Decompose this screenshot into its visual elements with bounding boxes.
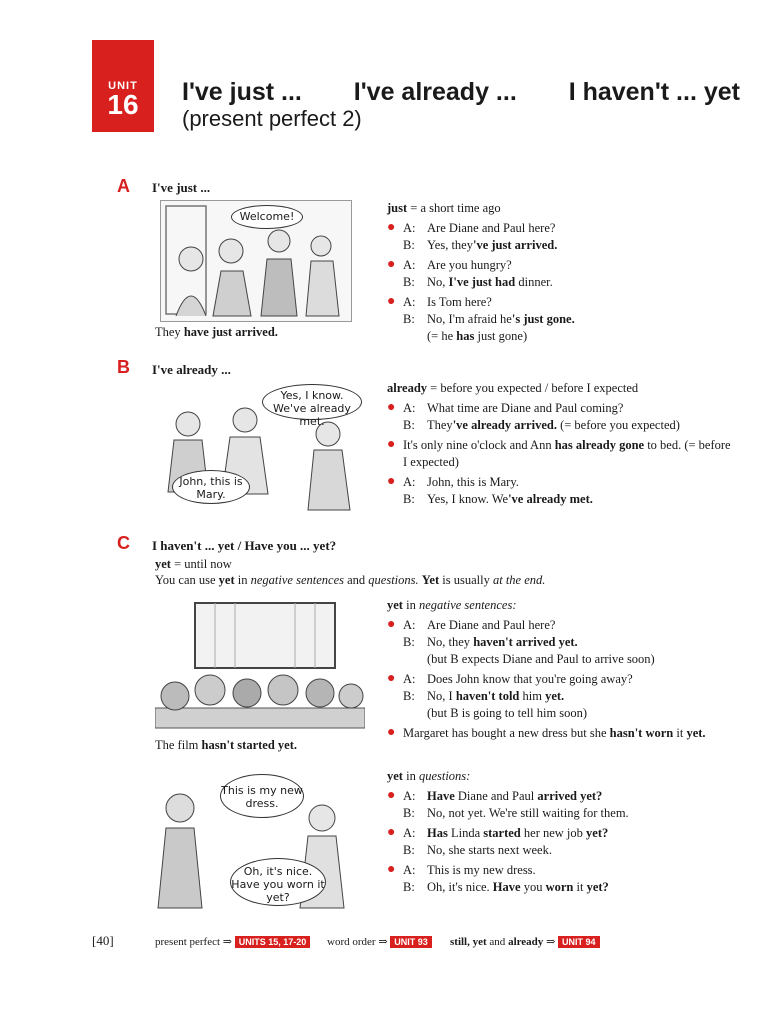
neg-head-word: yet	[387, 598, 403, 612]
example-b3	[387, 474, 732, 508]
line-a: Are you hungry?	[427, 258, 512, 272]
def-already-word: already	[387, 381, 428, 395]
bullet-icon: ●	[387, 788, 396, 803]
q-heading	[387, 768, 732, 785]
line-a: Are Diane and Paul here?	[427, 618, 556, 632]
line-b-pre: No, they	[427, 635, 471, 649]
line-b-bold: haven't arrived yet.	[473, 635, 578, 649]
speaker-b: B:	[403, 492, 415, 506]
line-c-post: just gone)	[477, 329, 528, 343]
ref-unit-tag[interactable]: UNITS 15, 17-20	[235, 936, 311, 948]
line-b: No, she starts next week.	[427, 843, 552, 857]
speaker-a: A:	[403, 401, 416, 415]
line-c: (but B is going to tell him soon)	[427, 706, 588, 720]
speaker-a: A:	[403, 789, 416, 803]
section-a-examples	[387, 200, 727, 348]
section-c-letter: C	[117, 533, 130, 553]
speaker-b: B:	[403, 238, 415, 252]
bullet-icon: ●	[387, 862, 396, 877]
example-c-q3	[387, 862, 732, 896]
example-a3	[387, 294, 727, 345]
caption-a-bold: have just arrived.	[183, 325, 278, 339]
line-a: What time are Diane and Paul coming?	[427, 401, 624, 415]
page-subtitle: (present perfect 2)	[182, 106, 362, 131]
speaker-a: A:	[403, 672, 416, 686]
speaker-b: B:	[403, 880, 415, 894]
line-a: Is Tom here?	[427, 295, 492, 309]
line-a-bold2: arrived yet?	[537, 789, 603, 803]
bubble-worn-yet: Oh, it's nice. Have you worn it yet?	[230, 858, 326, 906]
caption-c-bold: hasn't started yet.	[201, 738, 297, 752]
line-b-bold: haven't told	[455, 689, 520, 703]
section-b-letter: B	[117, 357, 130, 377]
title-just: I've just ...	[182, 78, 302, 106]
ref-text: word order ⇒	[327, 936, 388, 948]
section-c-heading: I haven't ... yet / Have you ... yet?	[152, 538, 337, 553]
bullet-icon: ●	[387, 257, 396, 272]
line-b-mid2: it	[576, 880, 584, 894]
line-pre: It's only nine o'clock and Ann	[403, 438, 552, 452]
line-b-bold: I've just had	[448, 275, 516, 289]
q-head-rest: in	[406, 769, 416, 783]
bubble-introduction: John, this is Mary.	[172, 470, 250, 504]
def-yet-word: yet	[155, 557, 171, 571]
example-a2	[387, 257, 727, 291]
line-a: Are Diane and Paul here?	[427, 221, 556, 235]
unit-number: 16	[107, 89, 139, 120]
speaker-a: A:	[403, 475, 416, 489]
note-part: yet	[218, 573, 235, 587]
bullet-icon: ●	[387, 671, 396, 686]
bubble-welcome: Welcome!	[231, 205, 303, 229]
speaker-a: A:	[403, 295, 416, 309]
caption-a-pre: They	[155, 325, 181, 339]
caption-c	[155, 737, 297, 754]
line-b-pre: Oh, it's nice.	[427, 880, 490, 894]
line-a: Does John know that you're going away?	[427, 672, 633, 686]
def-just-rest: = a short time ago	[410, 201, 501, 215]
title-already: I've already ...	[353, 78, 517, 106]
section-b-heading: I've already ...	[152, 362, 231, 377]
speaker-a: A:	[403, 826, 416, 840]
line-bold: hasn't worn	[609, 726, 674, 740]
line-mid: it	[676, 726, 684, 740]
example-c-neg3	[387, 725, 732, 742]
speaker-b: B:	[403, 275, 415, 289]
cross-reference-word-order[interactable]	[327, 935, 432, 948]
yet-question-examples	[387, 768, 732, 899]
line-b-bold: Have	[492, 880, 521, 894]
line-c: (but B expects Diane and Paul to arrive soon)	[427, 652, 655, 666]
q-head-italic: questions:	[418, 769, 471, 783]
def-yet-rest: = until now	[174, 557, 232, 571]
neg-head-rest: in	[406, 598, 416, 612]
line-b-bold3: yet?	[586, 880, 609, 894]
line-b-mid: him	[522, 689, 542, 703]
line-b-pre: Yes, I know. We	[427, 492, 509, 506]
example-a1	[387, 220, 727, 254]
line-b-bold2: yet.	[545, 689, 565, 703]
line-pre: Margaret has bought a new dress but she	[403, 726, 607, 740]
yet-definition	[155, 556, 232, 573]
example-c-q1	[387, 788, 732, 822]
line-a: This is my new dress.	[427, 863, 536, 877]
ref-text: present perfect ⇒	[155, 936, 233, 948]
note-part: and	[347, 573, 366, 587]
line-b-bold2: worn	[545, 880, 574, 894]
note-part: in	[237, 573, 248, 587]
line-a-mid2: her new job	[523, 826, 583, 840]
line-b-pre: No, I	[427, 689, 453, 703]
line-post: to bed. (= before I expected)	[403, 438, 731, 469]
speaker-a: A:	[403, 221, 416, 235]
bullet-icon: ●	[387, 400, 396, 415]
note-part: You can use	[155, 573, 216, 587]
bullet-icon: ●	[387, 474, 396, 489]
note-part: is usually	[442, 573, 490, 587]
speaker-b: B:	[403, 806, 415, 820]
cross-reference-still-yet-already[interactable]	[450, 935, 600, 948]
line-c-bold: has	[456, 329, 475, 343]
note-part: negative sentences	[250, 573, 344, 587]
line-a-bold: Have	[427, 789, 455, 803]
speaker-a: A:	[403, 863, 416, 877]
illustration-introduction	[160, 382, 370, 512]
yet-usage-note	[155, 572, 545, 589]
arrow-icon: ⇒	[546, 936, 556, 948]
example-c-q2	[387, 825, 732, 859]
title-yet: I haven't ... yet	[568, 78, 740, 106]
bullet-icon: ●	[387, 825, 396, 840]
neg-heading	[387, 597, 732, 614]
yet-negative-examples	[387, 597, 732, 745]
example-c-neg2	[387, 671, 732, 722]
bullet-icon: ●	[387, 437, 396, 452]
just-definition	[387, 200, 727, 217]
line-a-bold: Has	[427, 826, 448, 840]
speaker-a: A:	[403, 258, 416, 272]
unit-badge	[92, 40, 154, 132]
line-b-pre: No, I'm afraid he	[427, 312, 512, 326]
speaker-a: A:	[403, 618, 416, 632]
section-a-heading: I've just ...	[152, 180, 211, 195]
line-b-bold: 've already arrived.	[452, 418, 557, 432]
unit-label: UNIT	[108, 80, 138, 92]
line-a-mid: Linda	[450, 826, 481, 840]
ref-text: already	[508, 936, 544, 948]
ref-text: still, yet	[450, 936, 487, 948]
cinema-drawing	[155, 598, 365, 733]
line-b-bold: 's just gone.	[511, 312, 575, 326]
line-b-bold: 've just arrived.	[472, 238, 558, 252]
speaker-b: B:	[403, 635, 415, 649]
bullet-icon: ●	[387, 725, 396, 740]
note-part: at the end.	[492, 573, 546, 587]
line-b-pre: They	[427, 418, 453, 432]
def-already-rest: = before you expected / before I expected	[430, 381, 639, 395]
example-c-neg1	[387, 617, 732, 668]
speaker-b: B:	[403, 312, 415, 326]
line-a-bold2: started	[483, 826, 521, 840]
section-b-examples	[387, 380, 732, 511]
ref-unit-tag[interactable]: UNIT 94	[558, 936, 600, 948]
line-b-bold: 've already met.	[508, 492, 593, 506]
ref-text: and	[489, 936, 506, 948]
line-a-bold3: yet?	[586, 826, 609, 840]
bullet-icon: ●	[387, 220, 396, 235]
line-b: No, not yet. We're still waiting for them.	[427, 806, 629, 820]
line-b-pre: No,	[427, 275, 446, 289]
line-bold2: yet.	[686, 726, 706, 740]
ref-unit-tag[interactable]: UNIT 93	[390, 936, 432, 948]
already-definition	[387, 380, 732, 397]
bubble-new-dress: This is my new dress.	[220, 774, 304, 818]
line-c-pre: (= he	[427, 329, 454, 343]
speaker-b: B:	[403, 689, 415, 703]
line-bold: has already gone	[554, 438, 645, 452]
section-a-letter: A	[117, 176, 130, 196]
speaker-b: B:	[403, 843, 415, 857]
bubble-already-met: Yes, I know. We've already met.	[262, 384, 362, 420]
line-b-post: (= before you expected)	[560, 418, 680, 432]
illustration-arrival	[160, 200, 352, 322]
def-just-word: just	[387, 201, 408, 215]
line-a: John, this is Mary.	[427, 475, 519, 489]
bullet-icon: ●	[387, 294, 396, 309]
illustration-new-dress	[150, 770, 370, 910]
caption-c-pre: The film	[155, 738, 199, 752]
example-b2	[387, 437, 732, 471]
page-number: [40]	[92, 933, 114, 948]
page-title	[182, 78, 740, 107]
speaker-b: B:	[403, 418, 415, 432]
note-part: Yet	[421, 573, 440, 587]
q-head-word: yet	[387, 769, 403, 783]
example-b1	[387, 400, 732, 434]
bullet-icon: ●	[387, 617, 396, 632]
illustration-cinema	[155, 598, 365, 733]
line-a-mid: Diane and Paul	[457, 789, 535, 803]
caption-a	[155, 324, 278, 341]
note-part: questions.	[368, 573, 419, 587]
line-b-mid: you	[523, 880, 543, 894]
line-b-pre: Yes, they	[427, 238, 473, 252]
line-b-post: dinner.	[518, 275, 553, 289]
neg-head-italic: negative sentences:	[418, 598, 517, 612]
cross-reference-present-perfect[interactable]	[155, 935, 310, 948]
